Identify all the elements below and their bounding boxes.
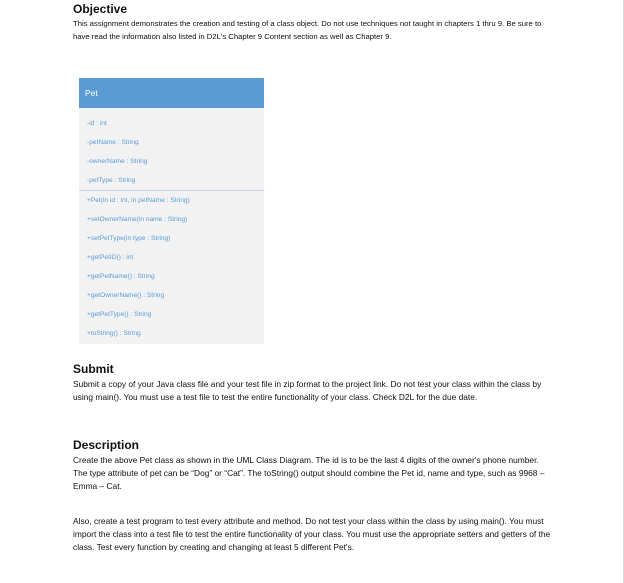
objective-heading: Objective: [73, 2, 128, 16]
uml-method: +getPetName() : String: [87, 273, 155, 280]
uml-class-name: Pet: [79, 78, 264, 108]
uml-class-diagram: [79, 78, 264, 344]
uml-method: +toString() : String: [87, 330, 141, 337]
submit-section: [73, 362, 553, 404]
uml-method: +setOwnerName(in name : String): [87, 216, 188, 223]
uml-attributes: [79, 108, 264, 190]
uml-method: +getPetID() : int: [87, 254, 134, 261]
uml-method: +setPetType(in type : String): [87, 235, 171, 242]
uml-method: +getPetType() : String: [87, 311, 152, 318]
description-extra: [73, 513, 553, 554]
uml-attribute: -id : int: [87, 120, 107, 127]
uml-method: +getOwnerName() : String: [87, 292, 165, 299]
uml-method: +Pet(in id : int, in petName : String): [87, 197, 190, 204]
description-heading: Description: [73, 438, 140, 452]
description-text-2: Also, create a test program to test every attribute and method. Do not test your class within the class by using main(). You must import the class into a test file to test the entire functionality of your class. You must use the appropriate setters and getters of the class. Test every function by creating and changing at least 5 different Pet's.: [73, 516, 551, 552]
uml-attribute: -petName : String: [87, 139, 139, 146]
objective-section: [73, 2, 553, 43]
submit-heading: Submit: [73, 362, 114, 376]
uml-attribute: -ownerName : String: [87, 158, 148, 165]
objective-text: This assignment demonstrates the creation and testing of a class object. Do not use techniques not taught in chapters 1 thru 9. Be sure to have read the information also listed in D2L's Chapter 9 Content section as well as Chapter 9.: [73, 19, 542, 41]
submit-text: Submit a copy of your Java class file and your test file in zip format to the project link. Do not test your class within the class by using main(). You must use a test file to test the entire functionality of your class. Check D2L for the due date.: [73, 379, 542, 402]
description-section: [73, 438, 553, 493]
uml-methods: [79, 191, 264, 343]
description-text: Create the above Pet class as shown in the UML Class Diagram. The id is to be the last 4 digits of the owner's phone number. The type attribute of pet can be “Dog” or “Cat”. The toString() output should combine the Pet id, name and type, such as 9968 – Emma – Cat.: [73, 455, 545, 491]
uml-attribute: -petType : String: [87, 177, 136, 184]
